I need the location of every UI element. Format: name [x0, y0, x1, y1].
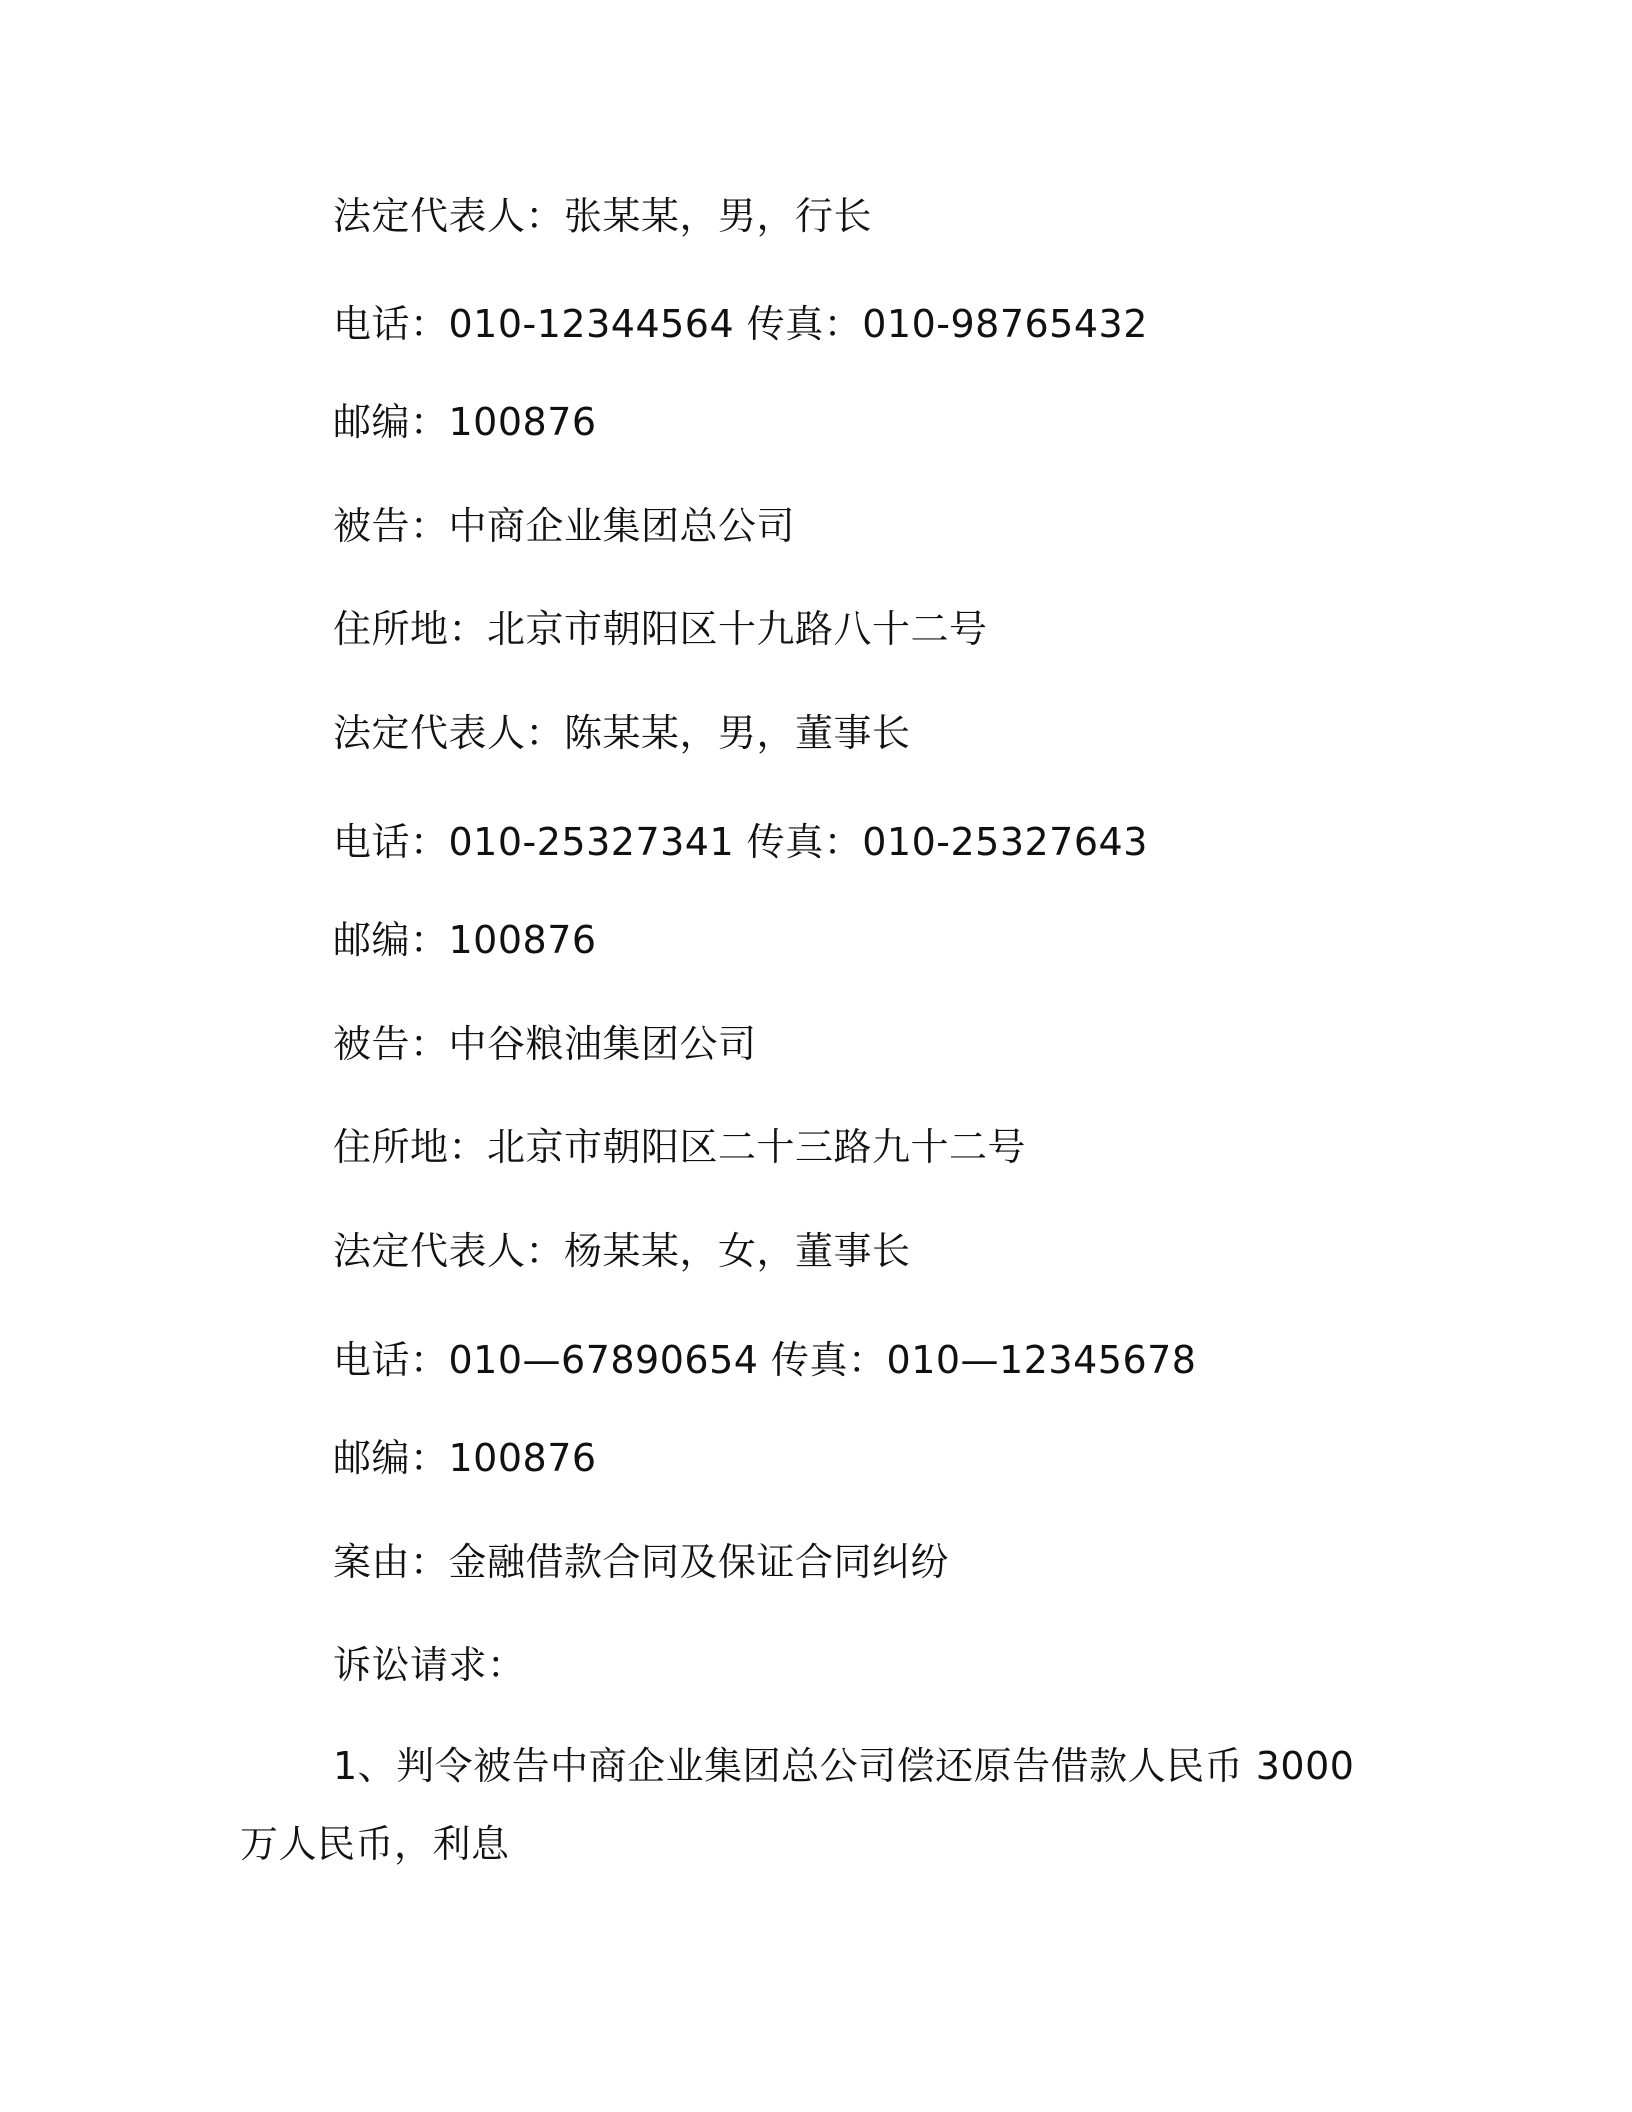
- defendant-2-address: 住所地：北京市朝阳区二十三路九十二号: [333, 1125, 1027, 1169]
- defendant-1-phone-fax: 电话：010-25327341 传真：010-25327643: [333, 820, 1148, 864]
- case-cause: 案由：金融借款合同及保证合同纠纷: [333, 1540, 950, 1584]
- defendant-1-legal-representative: 法定代表人：陈某某，男，董事长: [333, 711, 911, 755]
- defendant-2-name: 被告：中谷粮油集团公司: [333, 1022, 757, 1066]
- defendant-1-name: 被告：中商企业集团总公司: [333, 504, 796, 548]
- defendant-2-legal-representative: 法定代表人：杨某某，女，董事长: [333, 1229, 911, 1273]
- defendant-1-address: 住所地：北京市朝阳区十九路八十二号: [333, 607, 988, 651]
- defendant-2-postcode: 邮编：100876: [333, 1436, 597, 1480]
- defendant-2-phone-fax: 电话：010—67890654 传真：010—12345678: [333, 1338, 1197, 1382]
- litigation-request-1: 1、判令被告中商企业集团总公司偿还原告借款人民币 3000 万人民币，利息: [240, 1744, 1355, 1866]
- defendant-1-postcode: 邮编：100876: [333, 918, 597, 962]
- plaintiff-legal-representative: 法定代表人：张某某，男，行长: [333, 194, 873, 238]
- plaintiff-postcode: 邮编：100876: [333, 400, 597, 444]
- plaintiff-phone-fax: 电话：010-12344564 传真：010-98765432: [333, 302, 1148, 346]
- litigation-requests-heading: 诉讼请求：: [333, 1643, 526, 1687]
